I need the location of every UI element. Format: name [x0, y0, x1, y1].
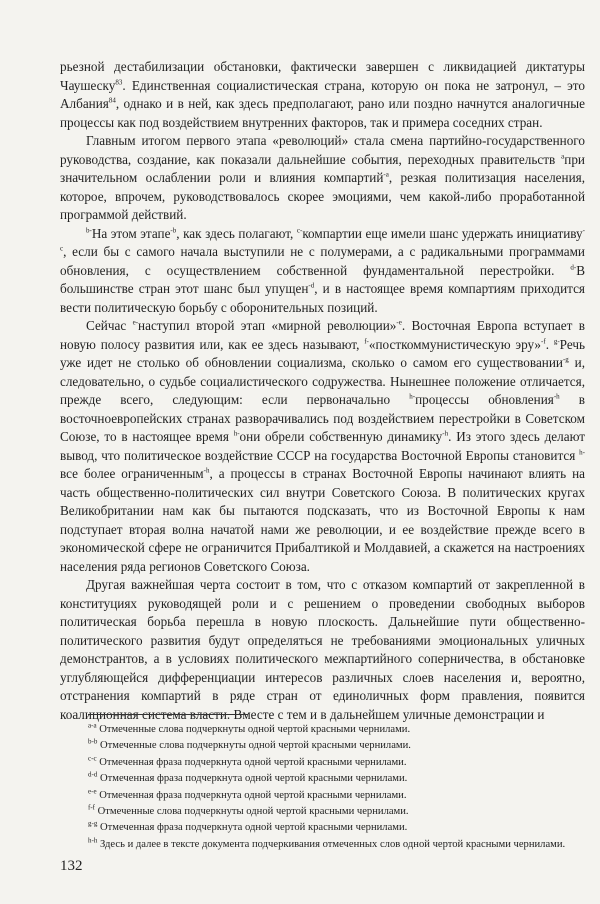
- paragraph: [60, 132, 585, 225]
- paragraph-text: «посткоммунистическую эру»: [368, 336, 542, 352]
- paragraph: [60, 576, 585, 724]
- note-mark: 84: [108, 96, 116, 105]
- note-mark: -h: [442, 429, 449, 438]
- paragraph-text: , как здесь полагают,: [176, 225, 297, 241]
- footnote-text: Отмеченная фраза подчеркнута одной чертой красными чернилами.: [97, 773, 408, 785]
- footnote-text: Отмеченная фраза подчеркнута одной чертой красными чернилами.: [97, 822, 408, 834]
- paragraph-text: . Из этого здесь делают вывод, что политическое воздействие СССР на государства Восточной Европы становится: [60, 429, 586, 463]
- note-mark: c-: [296, 226, 303, 235]
- footnote-mark: f-f: [88, 803, 95, 812]
- note-mark: g-: [553, 337, 560, 346]
- paragraph-text: . Восточная Европа вступает в новую полосу развития или, как ее здесь называют,: [60, 318, 585, 352]
- footnote-text: Отмеченные слова подчеркнуты одной чертой красными чернилами.: [95, 806, 409, 818]
- footnote: [88, 804, 585, 820]
- footnote-text: Отмеченная фраза подчеркнута одной чертой красными чернилами.: [96, 789, 407, 801]
- footnote: [88, 755, 585, 771]
- note-mark: а: [561, 152, 565, 161]
- note-mark: f-: [364, 337, 369, 346]
- footnote: [88, 738, 585, 754]
- note-mark: -e: [396, 318, 402, 327]
- note-mark: h-: [409, 392, 416, 401]
- note-mark: -g: [562, 355, 569, 364]
- paragraph-text: наступил второй этап «мирной революции»: [138, 318, 397, 333]
- body-text: [60, 58, 585, 724]
- footnote: [88, 820, 585, 836]
- paragraph-text: , а процессы в странах Восточной Европы начинают влиять на часть общественно-политических сил внутри Советского Союза. В политических кругах Великобритании нам как бы пытаются подсказать, что из Восточной Европы к нам подступает вторая волна начатой нами же революции, и ее воздействие прежде всего в экономической сфере не ограничится Прибалтикой и Молдавией, а скажется на настроениях населения ряда регионов Советского Союза.: [60, 466, 585, 574]
- footnote-mark: g-g: [88, 819, 98, 828]
- footnote: [88, 771, 585, 787]
- footnote-text: Отмеченные слова подчеркнуты одной чертой красными чернилами.: [97, 740, 411, 752]
- paragraph-text: они обрели собственную динамику: [239, 429, 443, 444]
- footnote-text: Отмеченные слова подчеркнуты одной чертой красными чернилами.: [96, 724, 411, 735]
- paragraph-text: процессы обновления: [415, 392, 554, 407]
- paragraph-text: Речь уже идет не столько об обновлении социализма, сколько о самом его существовании: [60, 336, 586, 370]
- footnote-separator: [88, 714, 248, 715]
- footnote-mark: h-h: [88, 836, 98, 845]
- footnote-text: Здесь и далее в тексте документа подчеркивания отмеченных слов одной чертой красными чернилами.: [97, 838, 566, 850]
- paragraph-text: при значительном ослаблении роли и влияния компартий: [60, 151, 585, 185]
- footnote: [88, 722, 585, 738]
- footnote-mark: c-c: [88, 754, 97, 763]
- paragraph-text: Другая важнейшая черта состоит в том, что с отказом компартий от закрепленной в конституциях руководящей роли и с решением о проведении свободных выборов политическая борьба перешла в новую плоскость. Дальнейшие пути общественно-политического развития будут определяться не требованиями эмоциональных уличных демонстрантов, а в условиях политического межпартийного соперничества, в обстановке углубляющейся дифференциации интересов различных слоев населения и, вероятно, отстранения компартий в ряде стран от единоличных форм правления, появится коалиционная система власти. Вместе с тем и в дальнейшем уличные демонстрации и: [60, 577, 585, 722]
- paragraph-text: рьезной дестабилизации обстановки, фактически завершен с ликвидацией диктатуры Чаушеску: [60, 59, 585, 93]
- footnote-mark: e-e: [88, 787, 97, 796]
- note-mark: -а: [383, 170, 389, 179]
- note-mark: b-: [86, 226, 92, 235]
- footnote: [88, 788, 585, 804]
- note-mark: -f: [541, 337, 546, 346]
- note-mark: e-: [132, 318, 139, 327]
- paragraph-text: , и в настоящее время компартиям приходится вести политическую борьбу с оборонительных позиций.: [60, 281, 585, 315]
- footnote-text: Отмеченная фраза подчеркнута одной чертой красными чернилами.: [96, 756, 407, 768]
- note-mark: -h: [203, 466, 210, 475]
- note-mark: h-: [233, 429, 240, 438]
- note-mark: h-: [579, 448, 585, 457]
- note-mark: -d: [308, 281, 315, 290]
- paragraph-text: На этом этапе: [91, 225, 171, 241]
- note-mark: 83: [115, 78, 123, 87]
- footnote: [88, 837, 585, 853]
- paragraph: [60, 317, 585, 576]
- paragraph-text: Главным итогом первого этапа «революций» стала смена партийно-государственного руководства, создание, как показали дальнейшие события, переходных правительств: [60, 133, 585, 167]
- paragraph-text: Сейчас: [86, 318, 133, 333]
- paragraph-text: В большинстве стран этот шанс был упущен: [60, 262, 585, 296]
- paragraph-text: , однако и в ней, как здесь предполагают, рано или поздно начнутся аналогичные процессы как под воздействием внутренних факторов, так и примера соседних стран.: [60, 96, 585, 130]
- paragraph-text: , если бы с самого начала выступили не с полумерами, а с радикальными программами обновления, с осуществлением собственной фундаментальной перестройки.: [60, 244, 585, 278]
- note-mark: d-: [570, 263, 577, 272]
- paragraph-text: и, следовательно, о судьбе социалистического содружества. Нынешнее положение отличается, прежде всего, следующим: если первоначально: [60, 355, 586, 407]
- paragraph-text: , резкая политизация населения, которое, впрочем, руководствовалось скорее эмоциями, чем какой-либо проработанной программой действий.: [60, 170, 586, 222]
- paragraph: [60, 58, 585, 132]
- note-mark: -b: [170, 226, 177, 235]
- page-number: 132: [60, 858, 83, 874]
- note-mark: -c: [60, 226, 585, 253]
- paragraph: [60, 225, 585, 318]
- paragraph-text: все более ограниченным: [60, 466, 204, 481]
- footnote-mark: b-b: [88, 737, 98, 746]
- paragraph-text: .: [545, 336, 554, 352]
- note-mark: -h: [553, 392, 560, 401]
- footnote-mark: a-a: [88, 721, 97, 730]
- paragraph-text: в восточноевропейских странах разворачивались под воздействием перестройки в Советском Союзе, то в настоящее время: [60, 392, 585, 444]
- paragraph-text: . Единственная социалистическая страна, которую он пока не затронул, – это Албания: [60, 77, 585, 111]
- paragraph-text: компартии еще имели шанс удержать инициативу: [302, 225, 583, 241]
- footnote-mark: d-d: [88, 770, 98, 779]
- footnotes: [88, 722, 585, 853]
